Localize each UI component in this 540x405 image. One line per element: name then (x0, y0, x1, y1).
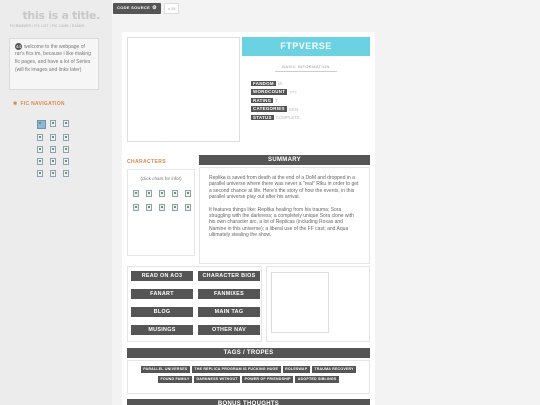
fic-title: FTPVERSE (242, 37, 370, 56)
info-value: ??? (289, 89, 297, 95)
character-image[interactable] (172, 204, 178, 211)
fic-nav-image[interactable] (50, 158, 56, 165)
tag[interactable]: TRAUMA RECOVERY (312, 366, 356, 373)
info-row (251, 114, 370, 121)
fanart-button[interactable]: FANART (131, 289, 193, 299)
welcome-text: welcome to the webpage of rar's fics tm, because i like making fic pages, and have a lot of Series (will fix images and links later) (15, 43, 91, 73)
fic-nav-image[interactable] (63, 120, 69, 127)
basic-info-label: BASIC INFORMATION (275, 64, 337, 72)
tag[interactable]: PARALLEL UNIVERSES (141, 366, 190, 373)
info-value: COMPLETE (275, 115, 300, 120)
tag[interactable]: POWER OF FRIENDSHIP (242, 376, 293, 383)
info-key: FANDOM (253, 80, 274, 86)
character-image[interactable] (185, 204, 191, 211)
main-tag-button[interactable]: MAIN TAG (198, 307, 260, 317)
musings-button[interactable]: MUSINGS (131, 325, 193, 335)
gear-icon: ⚙ (152, 5, 157, 11)
info-key: WORDCOUNT (253, 89, 286, 95)
code-source-button[interactable] (113, 3, 161, 14)
info-rows (251, 80, 370, 121)
welcome-box (9, 38, 99, 90)
info-key: CATEGORIES (253, 106, 285, 112)
character-image[interactable] (133, 204, 139, 211)
character-image[interactable] (185, 190, 191, 197)
fic-nav-image[interactable] (63, 158, 69, 165)
summary-heading: SUMMARY (199, 155, 370, 165)
site-title: this is a title. (22, 9, 100, 22)
top-bar (113, 3, 179, 14)
summary-paragraph: It features things like: Replika healing from his trauma; Sora struggling with the darkness; a completely unique Sora clone with his own character arc, a lot of Replicas (including Roxas and Namine in this universe); a liberal use of the FF cast; and Aqua ultimately stealing the show. (209, 206, 354, 239)
summary-body (199, 167, 370, 264)
fic-nav-grid (36, 120, 76, 177)
tags-list (127, 360, 370, 394)
fanmixes-button[interactable]: FANMIXES (198, 289, 260, 299)
info-row (251, 106, 370, 113)
info-value: T (275, 98, 278, 103)
fic-nav-image[interactable] (37, 134, 43, 141)
characters-hint: (click chars for info!) (140, 176, 182, 181)
fic-nav-label: FIC NAVIGATION (20, 101, 65, 107)
fic-nav-image[interactable] (63, 134, 69, 141)
bonus-heading: BONUS THOUGHTS (127, 399, 370, 405)
fic-nav-image[interactable] (37, 120, 46, 129)
tag[interactable]: DARKNESS WITHOUT (194, 376, 240, 383)
star-icon: ✱ (13, 101, 18, 107)
code-option[interactable]: x 18 (164, 3, 180, 14)
info-row (251, 80, 370, 87)
characters-label: CHARACTERS (127, 159, 166, 165)
fic-nav-image[interactable] (37, 146, 43, 153)
code-source-label: CODE SOURCE (117, 5, 151, 10)
fic-nav-image[interactable] (37, 158, 43, 165)
character-image[interactable] (159, 190, 165, 197)
other-nav-button[interactable]: OTHER NAV (198, 325, 260, 335)
sidebar (0, 0, 112, 405)
info-row (251, 89, 370, 96)
character-image[interactable] (172, 190, 178, 197)
welcome-badge: 44 (15, 44, 21, 49)
character-image[interactable] (133, 190, 139, 197)
tag[interactable]: THE REPLICA PROGRAM IS FUCKING HUGE (192, 366, 281, 373)
info-panel (242, 37, 370, 147)
fic-nav-image[interactable] (50, 170, 56, 177)
fic-nav-heading (13, 101, 65, 107)
info-value: kh (277, 81, 283, 86)
gallery-image-frame (271, 272, 329, 333)
cover-image-frame (127, 37, 240, 142)
blog-button[interactable]: BLOG (131, 307, 193, 317)
tag[interactable]: ADOPTED SIBLINGS (295, 376, 339, 383)
characters-box (127, 169, 195, 256)
info-key: STATUS (253, 114, 272, 120)
fic-nav-image[interactable] (63, 170, 69, 177)
tag[interactable]: ROLESWAP (283, 366, 310, 373)
read-on-ao3-button[interactable]: READ ON AO3 (131, 271, 193, 281)
info-value: GEN (288, 106, 299, 112)
fic-nav-image[interactable] (50, 120, 56, 127)
character-bios-button[interactable]: CHARACTER BIOS (198, 271, 260, 281)
links-box (127, 266, 262, 342)
fic-nav-image[interactable] (50, 146, 56, 153)
info-key: RATING (253, 97, 272, 103)
character-image[interactable] (146, 190, 152, 197)
character-image[interactable] (159, 204, 165, 211)
character-grid (132, 190, 194, 211)
info-row (251, 97, 370, 104)
character-image[interactable] (146, 204, 152, 211)
fic-nav-image[interactable] (63, 146, 69, 153)
main-panel (122, 32, 375, 405)
fic-nav-image[interactable] (37, 170, 43, 177)
summary-paragraph: Replika is saved from death at the end of a DoM and dropped in a parallel universe where there was never a "real" Riku in order to get a second chance at life. Here's the story of how the events, in this parallel universe play out after his arrival. (209, 175, 359, 201)
tag[interactable]: FOUND FAMILY (158, 376, 192, 383)
site-links[interactable]: FICRAMMER / FIC LIST / FIC CAMB / EXAMS (10, 24, 85, 28)
gallery-box (266, 266, 370, 342)
fic-nav-image[interactable] (50, 134, 56, 141)
tags-heading: TAGS / TROPES (127, 348, 370, 358)
